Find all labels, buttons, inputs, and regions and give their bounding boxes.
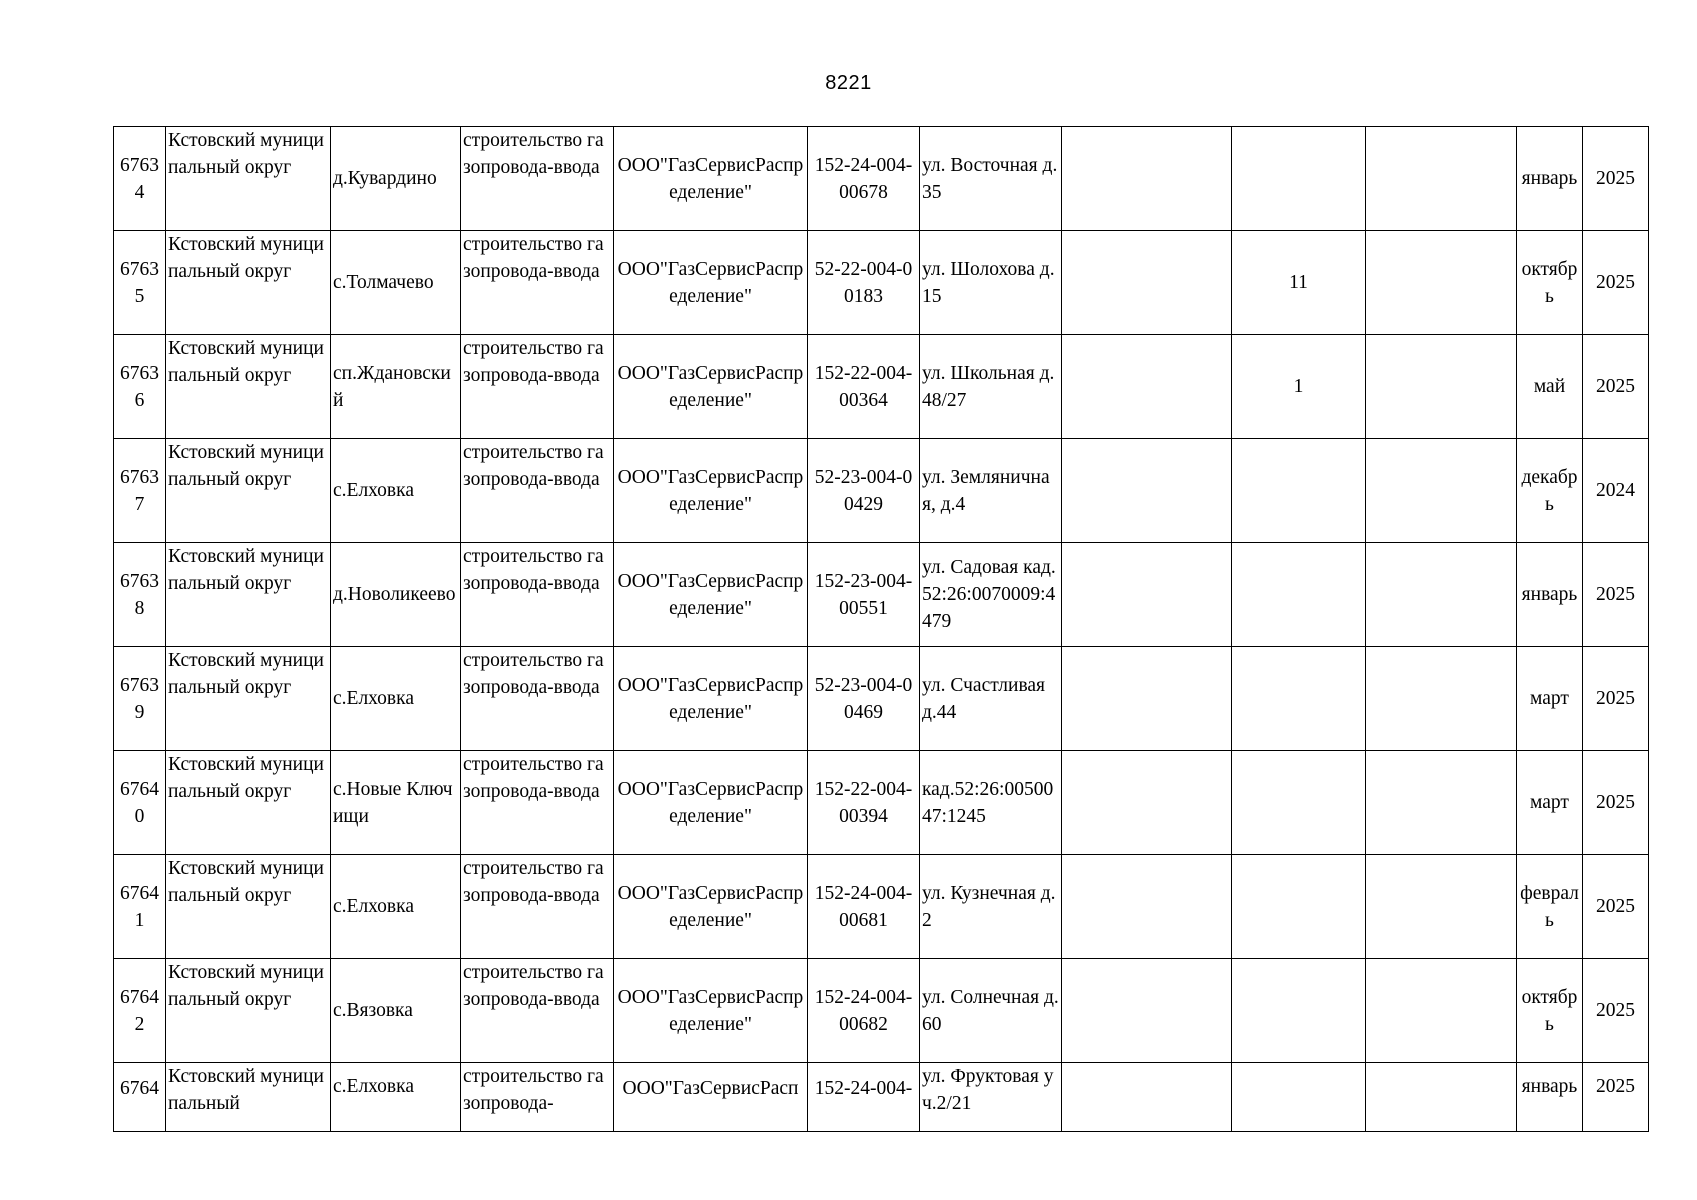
extra-cell-2: [1232, 751, 1366, 855]
row-number-cell: 6764: [114, 1063, 166, 1132]
month-cell: февраль: [1517, 855, 1583, 959]
settlement-cell: с.Елховка: [331, 647, 461, 751]
application-number-cell: 152-24-004-: [808, 1063, 920, 1132]
settlement-cell: д.Кувардино: [331, 127, 461, 231]
address-cell: ул. Счастливая д.44: [920, 647, 1062, 751]
work-type-cell: строительство газопровода-ввода: [461, 855, 614, 959]
table-row: [114, 543, 1649, 647]
organization-cell: ООО"ГазСервисРаспределение": [614, 335, 808, 439]
extra-cell-3: [1366, 959, 1517, 1063]
application-number-cell: 152-22-004-00364: [808, 335, 920, 439]
table-row: [114, 335, 1649, 439]
address-cell: ул. Земляничная, д.4: [920, 439, 1062, 543]
settlement-cell: с.Вязовка: [331, 959, 461, 1063]
application-number-cell: 52-22-004-00183: [808, 231, 920, 335]
year-cell: 2024: [1583, 439, 1649, 543]
application-number-cell: 152-24-004-00678: [808, 127, 920, 231]
settlement-cell: с.Елховка: [331, 1063, 461, 1132]
application-number-cell: 52-23-004-00429: [808, 439, 920, 543]
year-cell: 2025: [1583, 751, 1649, 855]
organization-cell: ООО"ГазСервисРаспределение": [614, 127, 808, 231]
year-cell: 2025: [1583, 647, 1649, 751]
table-row: [114, 855, 1649, 959]
month-cell: январь: [1517, 543, 1583, 647]
row-number-cell: 67637: [114, 439, 166, 543]
year-cell: 2025: [1583, 335, 1649, 439]
table-body: [114, 127, 1649, 1132]
year-cell: 2025: [1583, 855, 1649, 959]
district-cell: Кстовский муниципальный округ: [166, 543, 331, 647]
month-cell: январь: [1517, 127, 1583, 231]
organization-cell: ООО"ГазСервисРаспределение": [614, 439, 808, 543]
extra-cell-2: [1232, 439, 1366, 543]
address-cell: ул. Фруктовая уч.2/21: [920, 1063, 1062, 1132]
application-number-cell: 152-22-004-00394: [808, 751, 920, 855]
extra-cell-3: [1366, 231, 1517, 335]
work-type-cell: строительство газопровода-ввода: [461, 127, 614, 231]
extra-cell-3: [1366, 127, 1517, 231]
extra-cell-3: [1366, 855, 1517, 959]
extra-cell-2: [1232, 647, 1366, 751]
row-number-cell: 67640: [114, 751, 166, 855]
work-type-cell: строительство газопровода-: [461, 1063, 614, 1132]
work-type-cell: строительство газопровода-ввода: [461, 751, 614, 855]
row-number-cell: 67641: [114, 855, 166, 959]
application-number-cell: 152-24-004-00682: [808, 959, 920, 1063]
work-type-cell: строительство газопровода-ввода: [461, 439, 614, 543]
extra-cell-3: [1366, 647, 1517, 751]
year-cell: 2025: [1583, 127, 1649, 231]
extra-cell-1: [1062, 231, 1232, 335]
extra-cell-1: [1062, 855, 1232, 959]
extra-cell-1: [1062, 543, 1232, 647]
month-cell: октябрь: [1517, 959, 1583, 1063]
month-cell: январь: [1517, 1063, 1583, 1132]
extra-cell-1: [1062, 439, 1232, 543]
extra-cell-3: [1366, 543, 1517, 647]
district-cell: Кстовский муниципальный округ: [166, 127, 331, 231]
address-cell: ул. Садовая кад.52:26:0070009:4479: [920, 543, 1062, 647]
settlement-cell: с.Новые Ключищи: [331, 751, 461, 855]
table-row: [114, 1063, 1649, 1132]
district-cell: Кстовский муниципальный округ: [166, 439, 331, 543]
district-cell: Кстовский муниципальный округ: [166, 335, 331, 439]
row-number-cell: 67635: [114, 231, 166, 335]
table-row: [114, 647, 1649, 751]
district-cell: Кстовский муниципальный: [166, 1063, 331, 1132]
organization-cell: ООО"ГазСервисРаспределение": [614, 647, 808, 751]
table-row: [114, 751, 1649, 855]
address-cell: ул. Кузнечная д.2: [920, 855, 1062, 959]
row-number-cell: 67642: [114, 959, 166, 1063]
application-number-cell: 152-23-004-00551: [808, 543, 920, 647]
district-cell: Кстовский муниципальный округ: [166, 231, 331, 335]
page-number: 8221: [825, 72, 872, 94]
extra-cell-3: [1366, 439, 1517, 543]
table-row: [114, 127, 1649, 231]
work-type-cell: строительство газопровода-ввода: [461, 335, 614, 439]
extra-cell-2: 11: [1232, 231, 1366, 335]
extra-cell-1: [1062, 335, 1232, 439]
month-cell: октябрь: [1517, 231, 1583, 335]
extra-cell-2: 1: [1232, 335, 1366, 439]
extra-cell-3: [1366, 751, 1517, 855]
table-row: [114, 959, 1649, 1063]
month-cell: май: [1517, 335, 1583, 439]
table-row: [114, 231, 1649, 335]
row-number-cell: 67639: [114, 647, 166, 751]
application-number-cell: 52-23-004-00469: [808, 647, 920, 751]
settlement-cell: с.Елховка: [331, 855, 461, 959]
organization-cell: ООО"ГазСервисРаспределение": [614, 855, 808, 959]
organization-cell: ООО"ГазСервисРаспределение": [614, 231, 808, 335]
extra-cell-1: [1062, 127, 1232, 231]
extra-cell-2: [1232, 127, 1366, 231]
address-cell: ул. Шолохова д.15: [920, 231, 1062, 335]
settlement-cell: сп.Ждановский: [331, 335, 461, 439]
table-row: [114, 439, 1649, 543]
extra-cell-1: [1062, 1063, 1232, 1132]
year-cell: 2025: [1583, 1063, 1649, 1132]
month-cell: март: [1517, 647, 1583, 751]
work-type-cell: строительство газопровода-ввода: [461, 959, 614, 1063]
organization-cell: ООО"ГазСервисРасп: [614, 1063, 808, 1132]
address-cell: ул. Школьная д.48/27: [920, 335, 1062, 439]
organization-cell: ООО"ГазСервисРаспределение": [614, 751, 808, 855]
organization-cell: ООО"ГазСервисРаспределение": [614, 543, 808, 647]
settlement-cell: с.Елховка: [331, 439, 461, 543]
row-number-cell: 67636: [114, 335, 166, 439]
data-table: [113, 126, 1649, 1132]
address-cell: ул. Восточная д.35: [920, 127, 1062, 231]
year-cell: 2025: [1583, 959, 1649, 1063]
settlement-cell: д.Новоликеево: [331, 543, 461, 647]
extra-cell-3: [1366, 1063, 1517, 1132]
work-type-cell: строительство газопровода-ввода: [461, 231, 614, 335]
extra-cell-2: [1232, 543, 1366, 647]
district-cell: Кстовский муниципальный округ: [166, 647, 331, 751]
extra-cell-3: [1366, 335, 1517, 439]
address-cell: кад.52:26:0050047:1245: [920, 751, 1062, 855]
row-number-cell: 67638: [114, 543, 166, 647]
district-cell: Кстовский муниципальный округ: [166, 855, 331, 959]
work-type-cell: строительство газопровода-ввода: [461, 647, 614, 751]
application-number-cell: 152-24-004-00681: [808, 855, 920, 959]
extra-cell-1: [1062, 751, 1232, 855]
row-number-cell: 67634: [114, 127, 166, 231]
work-type-cell: строительство газопровода-ввода: [461, 543, 614, 647]
year-cell: 2025: [1583, 543, 1649, 647]
district-cell: Кстовский муниципальный округ: [166, 751, 331, 855]
extra-cell-2: [1232, 959, 1366, 1063]
extra-cell-1: [1062, 959, 1232, 1063]
month-cell: март: [1517, 751, 1583, 855]
organization-cell: ООО"ГазСервисРаспределение": [614, 959, 808, 1063]
district-cell: Кстовский муниципальный округ: [166, 959, 331, 1063]
extra-cell-2: [1232, 855, 1366, 959]
year-cell: 2025: [1583, 231, 1649, 335]
month-cell: декабрь: [1517, 439, 1583, 543]
address-cell: ул. Солнечная д.60: [920, 959, 1062, 1063]
extra-cell-2: [1232, 1063, 1366, 1132]
extra-cell-1: [1062, 647, 1232, 751]
settlement-cell: с.Толмачево: [331, 231, 461, 335]
